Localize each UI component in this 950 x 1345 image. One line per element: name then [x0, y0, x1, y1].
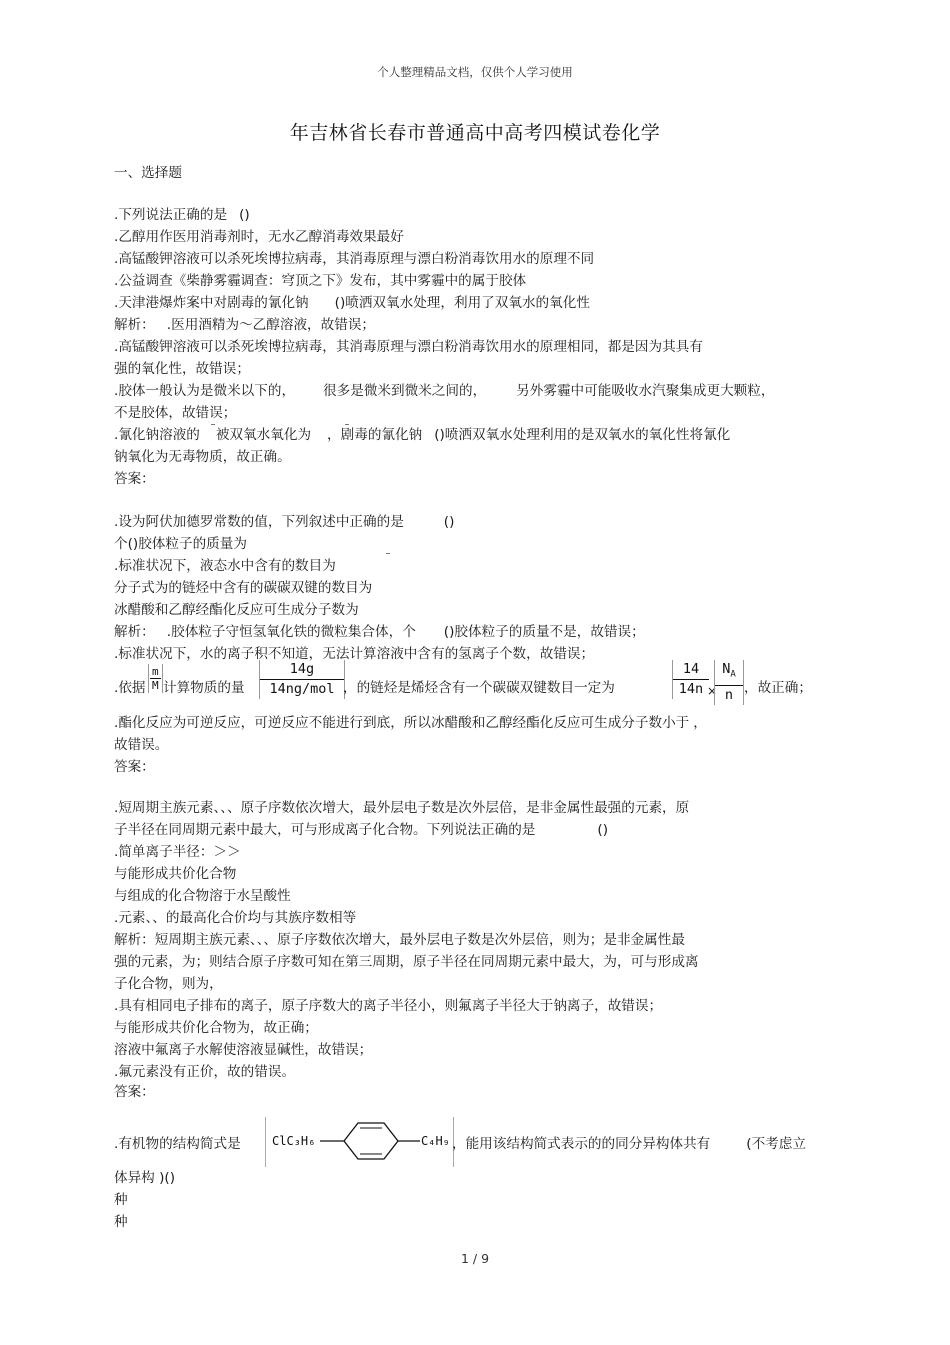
q1-option-b: .高锰酸钾溶液可以杀死埃博拉病毒，其消毒原理与漂白粉消毒饮用水的原理不同 [114, 251, 595, 267]
formula-14-over-14n: 14 14n [672, 660, 709, 699]
q2-analysis-d-line1: .酯化反应为可逆反应，可逆反应不能进行到底，所以冰醋酸和乙醇经酯化反应可生成分子数小于 ， [114, 715, 707, 731]
q3-analysis-line3: 子化合物，则为， [114, 976, 223, 992]
formula-NA-over-n: $N_A$ n [714, 660, 744, 705]
q3-option-c: 与组成的化合物溶于水呈酸性 [114, 888, 291, 904]
formula-placeholder-mark [211, 424, 215, 425]
q4-stem-prefix: .有机物的结构简式是 [114, 1136, 241, 1152]
q1-analysis-d-line1: .氰化钠溶液的 被双氧水氧化为 ，剧毒的氰化钠 ()喷洒双氧水处理利用的是双氧水的氧化性将氰化 [114, 427, 731, 443]
q2-analysis-d-line2: 故错误。 [114, 737, 169, 753]
left-substituent: ClC₃H₆ [272, 1134, 316, 1148]
formula-m-over-M: m M [148, 664, 163, 693]
q1-analysis-c-line2: 不是胶体，故错误； [114, 405, 237, 421]
q3-analysis-line2: 强的元素，为；则结合原子序数可知在第三周期，原子半径在同周期元素中最大，为，可与形成离 [114, 954, 699, 970]
q3-analysis-line1: 解析：短周期主族元素、、、原子序数依次增大，最外层电子数是次外层倍，则为；是非金属性最 [114, 932, 685, 948]
q3-answer: 答案： [114, 1084, 155, 1100]
q2-analysis-c-prefix: .依据 [114, 680, 146, 696]
section-heading: 一、选择题 [114, 165, 182, 181]
q2-analysis-c-end: ，故正确； [744, 680, 812, 696]
q3-option-b: 与能形成共价化合物 [114, 866, 237, 882]
q3-stem-line2: 子半径在同周期元素中最大，可与形成离子化合物。下列说法正确的是 () [114, 822, 609, 838]
formula-mass-over-molar-mass: 14g 14ng/mol [259, 660, 345, 699]
formula-placeholder-mark [386, 553, 390, 554]
q4-option-1: 种 [114, 1192, 128, 1208]
q1-answer: 答案： [114, 471, 155, 487]
q2-answer: 答案： [114, 759, 155, 775]
q3-analysis-line6: 溶液中氟离子水解使溶液显碱性，故错误； [114, 1042, 373, 1058]
q1-stem: .下列说法正确的是 () [114, 207, 250, 223]
q1-analysis-b-line2: 强的氧化性，故错误； [114, 361, 250, 377]
q2-analysis-c-text: ，的链烃是烯烃含有一个碳碳双键数目一定为 [343, 680, 615, 696]
page-header: 个人整理精品文档，仅供个人学习使用 [377, 65, 573, 79]
q1-analysis-b-line1: .高锰酸钾溶液可以杀死埃博拉病毒，其消毒原理与漂白粉消毒饮用水的原理相同，都是因为其具有 [114, 339, 703, 355]
q3-option-a: .简单离子半径：＞＞ [114, 844, 241, 860]
q1-analysis-c-line1: .胶体一般认为是微米以下的， 很多是微米到微米之间的， 另外雾霾中可能吸收水汽聚集成更大颗粒， [114, 383, 775, 399]
formula-placeholder-mark [345, 424, 349, 425]
q4-option-2: 种 [114, 1214, 128, 1230]
q2-stem: .设为阿伏加德罗常数的值，下列叙述中正确的是 () [114, 514, 455, 530]
q3-option-d: .元素、、的最高化合价均与其族序数相等 [114, 910, 357, 926]
structural-formula [265, 1117, 454, 1167]
q3-stem-line1: .短周期主族元素、、、原子序数依次增大，最外层电子数是次外层倍，是非金属性最强的元素，原 [114, 800, 690, 816]
q4-stem-line2: 体异构 )() [114, 1170, 176, 1186]
q1-analysis-a: 解析： .医用酒精为～乙醇溶液，故错误； [114, 317, 376, 333]
q4-stem-mid: ，能用该结构简式表示的的同分异构体共有 (不考虑立 [452, 1136, 806, 1152]
q2-analysis-b: .标准状况下，水的离子积不知道，无法计算溶液中含有的氢离子个数，故错误； [114, 646, 595, 662]
page-number: 1 / 9 [460, 1251, 490, 1266]
q3-analysis-line7: .氟元素没有正价，故的错误。 [114, 1064, 296, 1080]
q1-analysis-d-line2: 钠氧化为无毒物质，故正确。 [114, 449, 291, 465]
q2-option-b: .标准状况下，液态水中含有的数目为 [114, 558, 336, 574]
benzene-ring-diagram [266, 1117, 453, 1167]
q1-option-d: .天津港爆炸案中对剧毒的氰化钠 ()喷洒双氧水处理，利用了双氧水的氧化性 [114, 295, 590, 311]
q2-analysis-c-mid: 计算物质的量 [163, 680, 245, 696]
formula-times: × [707, 684, 718, 698]
q2-option-a: 个()胶体粒子的质量为 [114, 536, 247, 552]
q1-option-a: .乙醇用作医用消毒剂时，无水乙醇消毒效果最好 [114, 229, 404, 245]
q2-option-c: 分子式为的链烃中含有的碳碳双键的数目为 [114, 580, 373, 596]
document-title: 年吉林省长春市普通高中高考四模试卷化学 [289, 122, 661, 144]
q1-option-c: .公益调查《柴静雾霾调查：穹顶之下》发布，其中雾霾中的属于胶体 [114, 273, 527, 289]
q2-analysis-a: 解析： .胶体粒子守恒氢氧化铁的微粒集合体，个 ()胶体粒子的质量不是，故错误； [114, 624, 645, 640]
q3-analysis-line5: 与能形成共价化合物为，故正确； [114, 1020, 318, 1036]
right-substituent: C₄H₉ [421, 1134, 450, 1148]
q2-option-d: 冰醋酸和乙醇经酯化反应可生成分子数为 [114, 602, 359, 618]
q3-analysis-line4: .具有相同电子排布的离子，原子序数大的离子半径小，则氟离子半径大于钠离子，故错误； [114, 998, 663, 1014]
